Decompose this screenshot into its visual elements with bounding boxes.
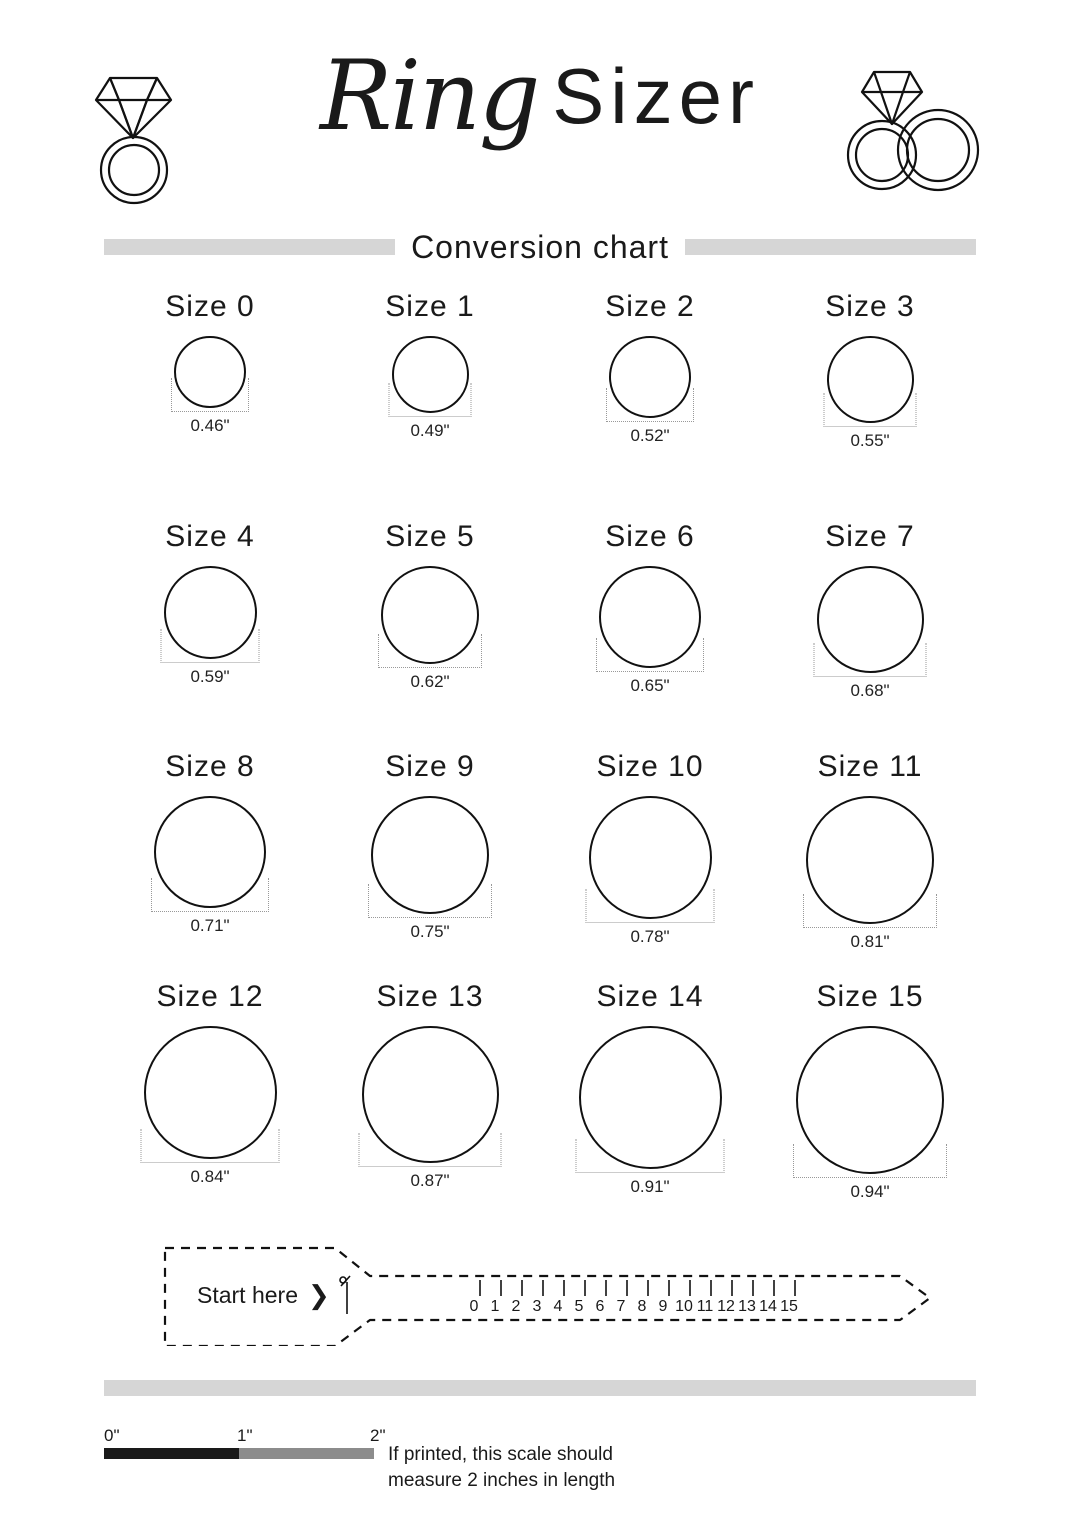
subtitle-text: Conversion chart — [411, 228, 669, 265]
size-label: Size 7 — [825, 520, 915, 553]
size-cell — [540, 750, 760, 980]
size-circle-wrap — [139, 794, 281, 935]
start-here-label — [197, 1282, 330, 1309]
size-cell — [100, 750, 320, 980]
diameter-label: 0.55" — [846, 431, 893, 451]
size-circle-wrap — [377, 334, 484, 440]
bar-segment-right — [685, 239, 976, 255]
size-circle-wrap — [812, 334, 929, 450]
measure-bracket — [576, 1139, 725, 1173]
print-scale — [0, 1426, 1080, 1493]
size-cell — [540, 980, 760, 1210]
diameter-label: 0.87" — [406, 1171, 453, 1191]
measure-bracket — [814, 643, 927, 677]
size-circle-wrap — [791, 794, 949, 951]
size-cell — [100, 980, 320, 1210]
size-cell — [760, 750, 980, 980]
ruler-number: 3 — [532, 1298, 542, 1315]
ruler-number: 7 — [616, 1298, 626, 1315]
size-label: Size 9 — [385, 750, 475, 783]
scale-bar-grey — [239, 1448, 374, 1459]
ruler-number: 14 — [759, 1298, 777, 1315]
size-cell — [540, 520, 760, 750]
measure-bracket — [161, 629, 260, 663]
ruler-number: 8 — [637, 1298, 647, 1315]
ruler-number: 9 — [658, 1298, 668, 1315]
diameter-label: 0.59" — [186, 667, 233, 687]
size-cell — [320, 750, 540, 980]
scale-tick-2: 2" — [370, 1426, 386, 1445]
ruler-number: 1 — [490, 1298, 500, 1315]
diameter-label: 0.46" — [186, 416, 233, 436]
measure-bracket — [359, 1133, 502, 1167]
size-circle-wrap — [356, 794, 504, 941]
size-circle-wrap — [584, 564, 716, 695]
size-label: Size 6 — [605, 520, 695, 553]
size-cell — [320, 980, 540, 1210]
size-label: Size 10 — [596, 750, 704, 783]
scale-note-line1: If printed, this scale should — [388, 1444, 613, 1465]
subtitle-bar — [104, 230, 976, 264]
scale-note — [388, 1442, 615, 1493]
measure-bracket — [141, 1129, 280, 1163]
size-circle-wrap — [802, 564, 939, 700]
diameter-label: 0.65" — [626, 676, 673, 696]
ruler-number: 4 — [553, 1298, 563, 1315]
measure-bracket — [378, 634, 482, 668]
scale-note-line2: measure 2 inches in length — [388, 1469, 616, 1491]
measure-bracket — [586, 889, 715, 923]
size-label: Size 14 — [596, 980, 704, 1013]
bar-segment-left — [104, 239, 395, 255]
measure-bracket — [151, 878, 269, 912]
measure-bracket — [596, 638, 704, 672]
measure-bracket — [793, 1144, 947, 1178]
ruler-number: 5 — [574, 1298, 584, 1315]
size-cell — [320, 290, 540, 520]
size-label: Size 2 — [605, 290, 695, 323]
size-label: Size 8 — [165, 750, 255, 783]
title-script: Ring — [320, 40, 539, 152]
title-plain: Sizer — [552, 51, 760, 140]
size-circle-wrap — [149, 564, 272, 686]
scale-bars — [104, 1448, 374, 1459]
size-label: Size 4 — [165, 520, 255, 553]
diameter-label: 0.78" — [626, 927, 673, 947]
size-cell — [540, 290, 760, 520]
ruler-number: 15 — [780, 1298, 798, 1315]
measure-bracket — [171, 378, 249, 412]
size-label: Size 5 — [385, 520, 475, 553]
size-label: Size 11 — [817, 750, 923, 783]
size-cell — [760, 520, 980, 750]
diameter-label: 0.71" — [186, 916, 233, 936]
bottom-decor-bar — [104, 1380, 976, 1396]
start-here-text: Start here — [197, 1282, 298, 1308]
measure-bracket — [389, 383, 472, 417]
scale-tick-labels — [104, 1426, 386, 1448]
size-cell — [100, 290, 320, 520]
diameter-label: 0.84" — [186, 1167, 233, 1187]
ruler-number: 11 — [696, 1298, 714, 1315]
scale-tick-1: 1" — [237, 1426, 253, 1445]
size-grid — [100, 290, 980, 1210]
double-diamond-ring-icon — [830, 50, 990, 204]
diameter-label: 0.94" — [846, 1182, 893, 1202]
scale-block — [104, 1426, 386, 1459]
diameter-label: 0.68" — [846, 681, 893, 701]
diameter-label: 0.75" — [406, 922, 453, 942]
diameter-label: 0.49" — [406, 421, 453, 441]
ruler-number: 0 — [469, 1298, 479, 1315]
measure-bracket — [368, 884, 492, 918]
size-label: Size 0 — [165, 290, 255, 323]
diameter-label: 0.62" — [406, 672, 453, 692]
ruler-number: 13 — [738, 1298, 756, 1315]
size-label: Size 13 — [376, 980, 484, 1013]
size-cell — [320, 520, 540, 750]
ruler-number: 12 — [717, 1298, 735, 1315]
size-label: Size 1 — [385, 290, 475, 323]
size-cell — [760, 290, 980, 520]
diameter-label: 0.91" — [626, 1177, 673, 1197]
diameter-label: 0.81" — [846, 932, 893, 952]
size-label: Size 3 — [825, 290, 915, 323]
size-circle-wrap — [594, 334, 706, 445]
size-cell — [760, 980, 980, 1210]
size-circle-wrap — [781, 1024, 959, 1201]
diameter-label: 0.52" — [626, 426, 673, 446]
scale-tick-0: 0" — [104, 1426, 120, 1445]
measure-bracket — [606, 388, 694, 422]
page-header — [0, 0, 1080, 230]
measure-bracket — [803, 894, 937, 928]
ruler-number: 2 — [511, 1298, 521, 1315]
size-circle-wrap — [347, 1024, 514, 1190]
size-circle-wrap — [564, 1024, 737, 1196]
ring-sizer-strip — [0, 1236, 1080, 1356]
ruler-number: 6 — [595, 1298, 605, 1315]
size-label: Size 15 — [816, 980, 924, 1013]
size-cell — [100, 520, 320, 750]
chevron-right-icon: ❯ — [308, 1280, 330, 1311]
ruler-number: 10 — [675, 1298, 693, 1315]
size-circle-wrap — [574, 794, 727, 946]
size-circle-wrap — [366, 564, 494, 691]
size-label: Size 12 — [156, 980, 264, 1013]
size-circle-wrap — [129, 1024, 292, 1186]
scale-bar-dark — [104, 1448, 239, 1459]
measure-bracket — [824, 393, 917, 427]
size-circle-wrap — [159, 334, 261, 435]
